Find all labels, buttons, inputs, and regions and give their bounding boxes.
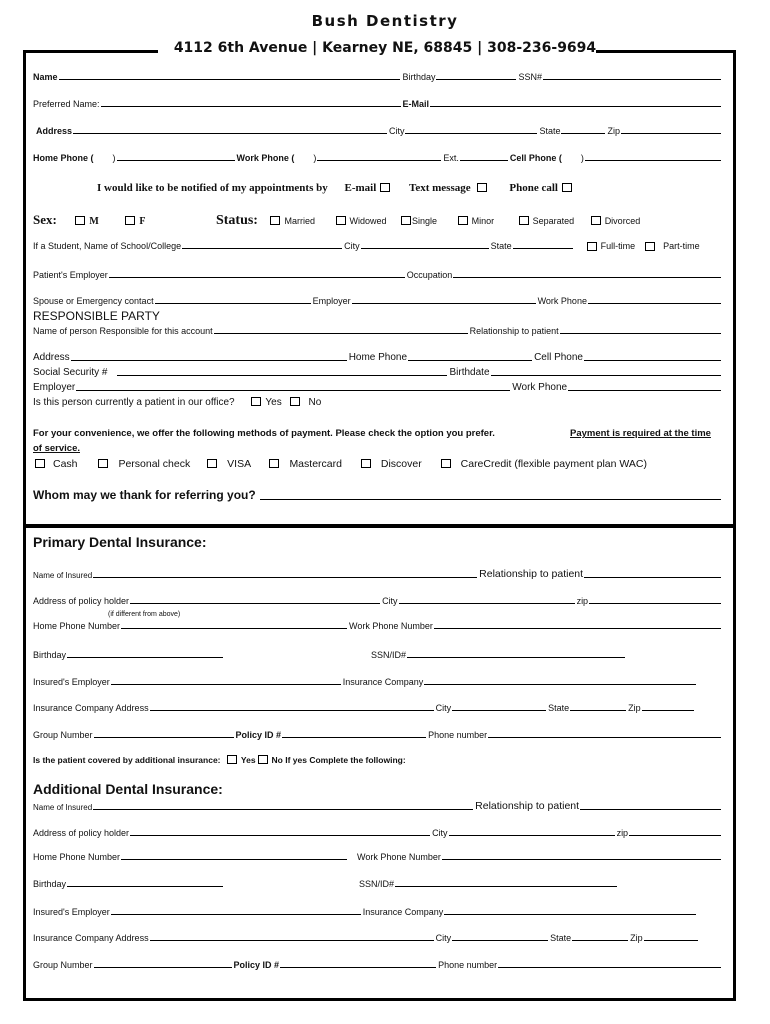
primary-group-field[interactable] — [94, 737, 234, 738]
student-label: If a Student, Name of School/College — [33, 241, 182, 251]
primary-company-city-field[interactable] — [452, 710, 546, 711]
birthday-label: Birthday — [402, 72, 436, 82]
home-phone-label: Home Phone ( — [33, 153, 94, 163]
additional-company-city-label: City — [435, 933, 452, 943]
student-state-field[interactable] — [513, 248, 573, 249]
name-label: Name — [33, 72, 58, 82]
responsible-home-phone-label: Home Phone — [348, 352, 408, 363]
phone-row — [33, 153, 723, 163]
part-time-label: Part-time — [663, 241, 700, 251]
responsible-home-phone-field[interactable] — [408, 360, 532, 361]
responsible-address-field[interactable] — [71, 360, 347, 361]
ssn-field[interactable] — [543, 79, 721, 80]
full-time-checkbox[interactable] — [587, 242, 597, 251]
additional-no-label: No If yes Complete the following: — [271, 755, 406, 765]
primary-policy-field[interactable] — [282, 737, 426, 738]
primary-state-field[interactable] — [570, 710, 626, 711]
part-time-checkbox[interactable] — [645, 242, 655, 251]
primary-insured-row — [33, 568, 723, 580]
primary-birthday-field[interactable] — [67, 657, 223, 658]
cash-label: Cash — [53, 458, 78, 470]
name-row — [33, 72, 723, 82]
additional-company-field[interactable] — [444, 914, 696, 915]
additional-phone-row — [33, 852, 723, 862]
responsible-ssn-row — [33, 367, 723, 378]
divorced-checkbox[interactable] — [591, 216, 601, 225]
payment-intro: For your convenience, we offer the following methods of payment. Please check the option you prefer. — [33, 428, 495, 439]
primary-phone-row — [33, 621, 723, 631]
primary-zip-label: zip — [576, 596, 589, 606]
email-label: E-Mail — [402, 99, 430, 109]
notify-email-label: E-mail — [344, 182, 377, 194]
responsible-name-label: Name of person Responsible for this account — [33, 326, 213, 336]
responsible-employer-row — [33, 382, 723, 393]
additional-company-address-row — [33, 933, 723, 943]
additional-employer-label: Insured's Employer — [33, 907, 110, 917]
birthday-field[interactable] — [436, 79, 516, 80]
responsible-name-field[interactable] — [214, 333, 468, 334]
spouse-work-phone-label: Work Phone — [537, 296, 587, 306]
student-row — [33, 241, 723, 251]
student-city-field[interactable] — [361, 248, 489, 249]
married-checkbox[interactable] — [270, 216, 280, 225]
additional-work-phone-field[interactable] — [442, 859, 721, 860]
city-field[interactable] — [405, 133, 537, 134]
city-label: City — [388, 126, 405, 136]
notify-label: I would like to be notified of my appointments by — [97, 182, 328, 194]
primary-zip2-field[interactable] — [642, 710, 694, 711]
cash-checkbox[interactable] — [35, 459, 45, 468]
email-field[interactable] — [430, 106, 721, 107]
additional-group-row — [33, 960, 723, 970]
primary-zip-field[interactable] — [589, 603, 721, 604]
additional-company-address-field[interactable] — [150, 940, 434, 941]
occupation-field[interactable] — [453, 277, 721, 278]
primary-relationship-label: Relationship to patient — [479, 568, 584, 580]
additional-address-field[interactable] — [130, 835, 430, 836]
primary-home-phone-label: Home Phone Number — [33, 621, 121, 631]
primary-relationship-field[interactable] — [584, 577, 721, 578]
primary-home-phone-field[interactable] — [121, 628, 347, 629]
additional-group-label: Group Number — [33, 960, 93, 970]
additional-state-label: State — [550, 933, 572, 943]
school-field[interactable] — [182, 248, 342, 249]
additional-zip-field[interactable] — [629, 835, 721, 836]
additional-zip2-label: Zip — [630, 933, 643, 943]
additional-company-city-field[interactable] — [452, 940, 548, 941]
state-label: State — [539, 126, 561, 136]
primary-work-phone-label: Work Phone Number — [349, 621, 433, 631]
responsible-address-row — [33, 352, 723, 363]
preferred-name-label: Preferred Name: — [33, 99, 100, 109]
responsible-employer-label: Employer — [33, 382, 76, 393]
preferred-row — [33, 99, 723, 109]
ssn-label: SSN# — [518, 72, 542, 82]
minor-label: Minor — [471, 216, 495, 226]
spouse-work-phone-field[interactable] — [588, 303, 721, 304]
notify-email-checkbox[interactable] — [380, 183, 390, 192]
cell-phone-label: Cell Phone ( — [509, 153, 562, 163]
primary-insured-field[interactable] — [93, 577, 477, 578]
current-patient-yes-label: Yes — [265, 397, 282, 408]
sex-f-label: F — [139, 216, 146, 227]
primary-work-phone-field[interactable] — [434, 628, 721, 629]
ext-field[interactable] — [460, 160, 508, 161]
primary-employer-field[interactable] — [111, 684, 341, 685]
additional-phone-number-label: Phone number — [438, 960, 498, 970]
carecredit-label: CareCredit (flexible payment plan WAC) — [460, 458, 647, 470]
additional-city-label: City — [432, 828, 448, 838]
payment-options-row — [33, 458, 647, 470]
single-label: Single — [412, 216, 438, 226]
spouse-employer-label: Employer — [312, 296, 351, 306]
primary-address-row — [33, 596, 723, 606]
current-patient-no-checkbox[interactable] — [290, 397, 300, 406]
additional-zip-label: zip — [616, 828, 629, 838]
additional-yes-label: Yes — [240, 755, 256, 765]
additional-policy-field[interactable] — [280, 967, 436, 968]
additional-address-label: Address of policy holder — [33, 828, 130, 838]
preferred-name-field[interactable] — [101, 106, 401, 107]
married-label: Married — [284, 216, 315, 226]
referral-field[interactable] — [260, 499, 721, 500]
primary-group-label: Group Number — [33, 730, 93, 740]
current-patient-label: Is this person currently a patient in our office? — [33, 397, 235, 408]
spouse-label: Spouse or Emergency contact — [33, 296, 154, 306]
responsible-ssn-label: Social Security # — [33, 367, 108, 378]
responsible-employer-field[interactable] — [76, 390, 510, 391]
spouse-field[interactable] — [155, 303, 311, 304]
additional-ssn-field[interactable] — [395, 886, 617, 887]
responsible-work-phone-field[interactable] — [568, 390, 721, 391]
home-phone-field[interactable] — [117, 160, 235, 161]
additional-relationship-label: Relationship to patient — [475, 800, 580, 812]
primary-insured-label: Name of Insured — [33, 571, 93, 580]
zip-field[interactable] — [621, 133, 721, 134]
primary-company-address-field[interactable] — [150, 710, 434, 711]
responsible-cell-phone-label: Cell Phone — [534, 352, 583, 363]
additional-birthday-label: Birthday — [33, 879, 67, 889]
visa-checkbox[interactable] — [207, 459, 217, 468]
primary-address-label: Address of policy holder — [33, 596, 130, 606]
single-checkbox[interactable] — [401, 216, 411, 225]
additional-phone-number-field[interactable] — [498, 967, 721, 968]
primary-birthday-label: Birthday — [33, 650, 67, 660]
notify-phone-label: Phone call — [509, 182, 558, 194]
additional-insured-row — [33, 800, 723, 812]
widowed-checkbox[interactable] — [336, 216, 346, 225]
ext-label: Ext. — [443, 153, 459, 163]
name-field[interactable] — [59, 79, 401, 80]
primary-company-field[interactable] — [424, 684, 696, 685]
practice-name: Bush Dentistry — [311, 12, 459, 30]
notify-text-checkbox[interactable] — [477, 183, 487, 192]
additional-insurance-heading: Additional Dental Insurance: — [33, 781, 223, 797]
primary-group-row — [33, 730, 723, 740]
notify-phone-checkbox[interactable] — [562, 183, 572, 192]
primary-phone-number-field[interactable] — [488, 737, 721, 738]
responsible-relationship-label: Relationship to patient — [469, 326, 559, 336]
employer-label: Patient's Employer — [33, 270, 108, 280]
responsible-cell-phone-field[interactable] — [584, 360, 721, 361]
personal-check-checkbox[interactable] — [98, 459, 108, 468]
responsible-ssn-field[interactable] — [117, 375, 447, 376]
primary-city-label: City — [382, 596, 398, 606]
paren-close: ) — [112, 153, 116, 163]
primary-city-field[interactable] — [399, 603, 575, 604]
employer-field[interactable] — [109, 277, 405, 278]
additional-company-address-label: Insurance Company Address — [33, 933, 149, 943]
notify-text-label: Text message — [409, 182, 471, 194]
student-city-label: City — [344, 241, 360, 251]
cell-phone-field[interactable] — [585, 160, 721, 161]
primary-insurance-heading: Primary Dental Insurance: — [33, 534, 207, 550]
additional-city-field[interactable] — [449, 835, 615, 836]
work-phone-label: Work Phone ( — [236, 153, 295, 163]
zip-label: Zip — [607, 126, 620, 136]
additional-relationship-field[interactable] — [580, 809, 721, 810]
additional-question-label: Is the patient covered by additional insurance: — [33, 755, 221, 765]
referral-label: Whom may we thank for referring you? — [33, 488, 256, 502]
payment-required: Payment is required at the time — [570, 428, 711, 439]
patient-info-section — [23, 51, 736, 527]
status-label: Status: — [215, 213, 258, 228]
primary-company-address-label: Insurance Company Address — [33, 703, 149, 713]
responsible-relationship-field[interactable] — [560, 333, 721, 334]
primary-company-city-label: City — [435, 703, 452, 713]
primary-policy-label: Policy ID # — [235, 730, 282, 740]
responsible-work-phone-label: Work Phone — [512, 382, 568, 393]
paren-close: ) — [580, 153, 584, 163]
spouse-row — [33, 296, 723, 306]
if-different-note: (if different from above) — [108, 611, 181, 618]
primary-zip2-label: Zip — [628, 703, 641, 713]
state-field[interactable] — [561, 133, 605, 134]
primary-company-label: Insurance Company — [342, 677, 424, 687]
additional-yes-checkbox[interactable] — [227, 755, 237, 764]
additional-employer-row — [33, 907, 723, 917]
visa-label: VISA — [227, 458, 251, 470]
sex-m-checkbox[interactable] — [75, 216, 85, 225]
employer-row — [33, 270, 723, 280]
additional-zip2-field[interactable] — [644, 940, 698, 941]
paren-close: ) — [313, 153, 317, 163]
current-patient-yes-checkbox[interactable] — [251, 397, 261, 406]
address-row — [33, 126, 723, 136]
primary-ssn-field[interactable] — [407, 657, 625, 658]
additional-state-field[interactable] — [572, 940, 628, 941]
divorced-label: Divorced — [604, 216, 641, 226]
additional-employer-field[interactable] — [111, 914, 361, 915]
responsible-birthdate-field[interactable] — [491, 375, 721, 376]
additional-home-phone-field[interactable] — [121, 859, 347, 860]
sex-m-label: M — [89, 216, 99, 227]
widowed-label: Widowed — [349, 216, 387, 226]
discover-checkbox[interactable] — [361, 459, 371, 468]
referral-row — [33, 488, 723, 502]
additional-birthday-row — [33, 879, 723, 889]
primary-employer-row — [33, 677, 723, 687]
additional-question-row — [33, 755, 406, 765]
address-label: Address — [36, 126, 73, 136]
sex-status-row — [33, 212, 640, 229]
responsible-address-label: Address — [33, 352, 70, 363]
additional-birthday-field[interactable] — [67, 886, 223, 887]
separated-checkbox[interactable] — [519, 216, 529, 225]
primary-address-field[interactable] — [130, 603, 380, 604]
student-state-label: State — [490, 241, 512, 251]
personal-check-label: Personal check — [118, 458, 191, 470]
current-patient-row — [33, 397, 321, 408]
payment-required-cont: of service. — [33, 443, 80, 454]
additional-no-checkbox[interactable] — [258, 755, 268, 764]
additional-company-label: Insurance Company — [362, 907, 444, 917]
primary-birthday-row — [33, 650, 723, 660]
additional-work-phone-label: Work Phone Number — [357, 852, 441, 862]
work-phone-field[interactable] — [317, 160, 441, 161]
responsible-birthdate-label: Birthdate — [449, 367, 490, 378]
additional-group-field[interactable] — [94, 967, 232, 968]
separated-label: Separated — [532, 216, 575, 226]
additional-address-row — [33, 828, 723, 838]
additional-insured-label: Name of Insured — [33, 803, 93, 812]
spouse-employer-field[interactable] — [352, 303, 536, 304]
notify-row — [97, 182, 572, 194]
practice-address: 4112 6th Avenue | Kearney NE, 68845 | 308-236-9694 — [173, 40, 597, 56]
additional-home-phone-label: Home Phone Number — [33, 852, 121, 862]
primary-ssn-label: SSN/ID# — [371, 650, 407, 660]
sex-f-checkbox[interactable] — [125, 216, 135, 225]
responsible-heading: RESPONSIBLE PARTY — [33, 309, 160, 323]
primary-company-address-row — [33, 703, 723, 713]
carecredit-checkbox[interactable] — [441, 459, 451, 468]
occupation-label: Occupation — [406, 270, 453, 280]
mastercard-checkbox[interactable] — [269, 459, 279, 468]
full-time-label: Full-time — [600, 241, 636, 251]
address-field[interactable] — [73, 133, 387, 134]
responsible-name-row — [33, 326, 723, 336]
primary-phone-number-label: Phone number — [428, 730, 488, 740]
mastercard-label: Mastercard — [289, 458, 342, 470]
primary-employer-label: Insured's Employer — [33, 677, 110, 687]
additional-policy-label: Policy ID # — [233, 960, 280, 970]
sex-label: Sex: — [33, 212, 57, 227]
additional-insured-field[interactable] — [93, 809, 473, 810]
discover-label: Discover — [380, 458, 422, 470]
additional-ssn-label: SSN/ID# — [359, 879, 395, 889]
primary-state-label: State — [548, 703, 570, 713]
current-patient-no-label: No — [308, 397, 322, 408]
minor-checkbox[interactable] — [458, 216, 468, 225]
